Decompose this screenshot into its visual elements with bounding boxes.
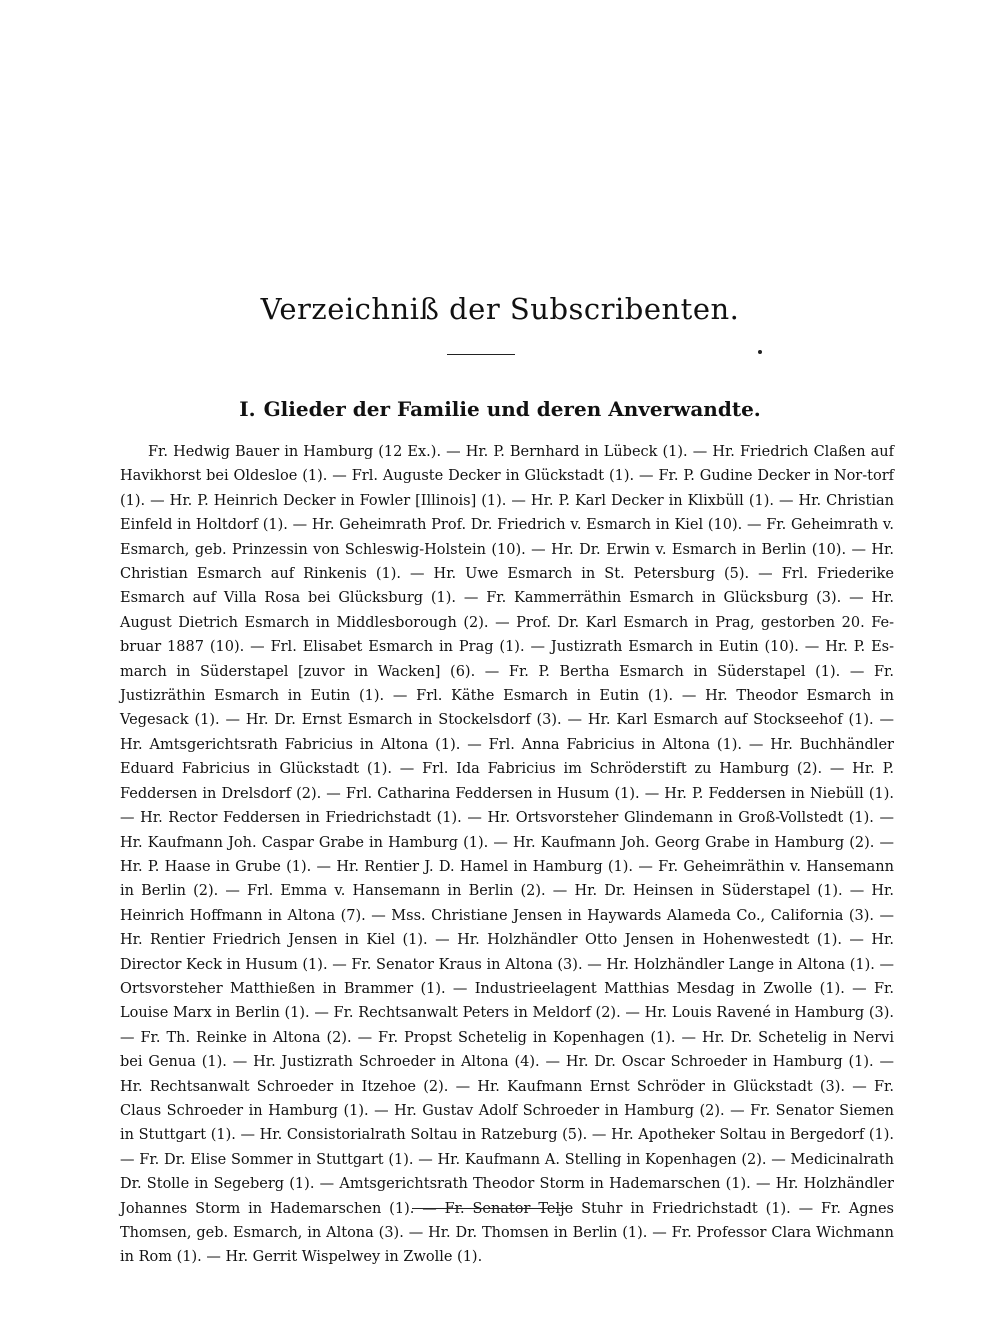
section-heading (0, 397, 1000, 421)
title-divider (447, 354, 515, 355)
section-heading-text: Glieder der Familie und deren Anverwandte. (263, 397, 761, 421)
closing-divider (412, 1208, 566, 1209)
subscriber-list: Fr. Hedwig Bauer in Hamburg (12 Ex.). — Hr. P. Bernhard in Lübeck (1). — Hr. Friedrich Claßen auf Havikhorst bei Oldesloe (1). — Frl. Auguste Decker in Glückstadt (1). — Fr. P. Gudine Decker in Nor-torf (1). — Hr. P. Heinrich Decker in Fowler [Illinois] (1). — Hr. P. Karl Decker in Klixbüll (1). — Hr. Christian Einfeld in Holtdorf (1). — Hr. Geheimrath Prof. Dr. Friedrich v. Esmarch in Kiel (10). — Fr. Geheimrath v. Esmarch, geb. Prinzessin von Schleswig-Holstein (10). — Hr. Dr. Erwin v. Esmarch in Berlin (10). — Hr. Christian Esmarch auf Rinkenis (1). — Hr. Uwe Esmarch in St. Petersburg (5). — Frl. Friederike Esmarch auf Villa Rosa bei Glücksburg (1). — Fr. Kammerräthin Esmarch in Glücksburg (3). — Hr. August Dietrich Esmarch in Middlesborough (2). — Prof. Dr. Karl Esmarch in Prag, gestorben 20. Fe-bruar 1887 (10). — Frl. Elisabet Esmarch in Prag (1). — Justizrath Esmarch in Eutin (10). — Hr. P. Es-march in Süderstapel [zuvor in Wacken] (6). — Fr. P. Bertha Esmarch in Süderstapel (1). — Fr. Justizräthin Esmarch in Eutin (1). — Frl. Käthe Esmarch in Eutin (1). — Hr. Theodor Esmarch in Vegesack (1). — Hr. Dr. Ernst Esmarch in Stockelsdorf (3). — Hr. Karl Esmarch auf Stockseehof (1). — Hr. Amtsgerichtsrath Fabricius in Altona (1). — Frl. Anna Fabricius in Altona (1). — Hr. Buchhändler Eduard Fabricius in Glückstadt (1). — Frl. Ida Fabricius im Schröderstift zu Hamburg (2). — Hr. P. Feddersen in Drelsdorf (2). — Frl. Catharina Feddersen in Husum (1). — Hr. P. Feddersen in Niebüll (1). — Hr. Rector Feddersen in Friedrichstadt (1). — Hr. Ortsvorsteher Glindemann in Groß-Vollstedt (1). — Hr. Kaufmann Joh. Caspar Grabe in Hamburg (1). — Hr. Kaufmann Joh. Georg Grabe in Hamburg (2). — Hr. P. Haase in Grube (1). — Hr. Rentier J. D. Hamel in Hamburg (1). — Fr. Geheimräthin v. Hansemann in Berlin (2). — Frl. Emma v. Hansemann in Berlin (2). — Hr. Dr. Heinsen in Süderstapel (1). — Hr. Heinrich Hoffmann in Altona (7). — Mss. Christiane Jensen in Haywards Alameda Co., California (3). — Hr. Rentier Friedrich Jensen in Kiel (1). — Hr. Holzhändler Otto Jensen in Hohenwestedt (1). — Hr. Director Keck in Husum (1). — Fr. Senator Kraus in Altona (3). — Hr. Holzhändler Lange in Altona (1). — Ortsvorsteher Matthießen in Brammer (1). — Industrieelagent Matthias Mesdag in Zwolle (1). — Fr. Louise Marx in Berlin (1). — Fr. Rechtsanwalt Peters in Meldorf (2). — Hr. Louis Ravené in Hamburg (3). — Fr. Th. Reinke in Altona (2). — Fr. Propst Schetelig in Kopenhagen (1). — Hr. Dr. Schetelig in Nervi bei Genua (1). — Hr. Justizrath Schroeder in Altona (4). — Hr. Dr. Oscar Schroeder in Hamburg (1). — Hr. Rechtsanwalt Schroeder in Itzehoe (2). — Hr. Kaufmann Ernst Schröder in Glückstadt (3). — Fr. Claus Schroeder in Hamburg (1). — Hr. Gustav Adolf Schroeder in Hamburg (2). — Fr. Senator Siemen in Stuttgart (1). — Hr. Consistorialrath Soltau in Ratzeburg (5). — Hr. Apotheker Soltau in Bergedorf (1). — Fr. Dr. Elise Sommer in Stuttgart (1). — Hr. Kaufmann A. Stelling in Kopenhagen (2). — Medicinalrath Dr. Stolle in Segeberg (1). — Amtsgerichtsrath Theodor Storm in Hademarschen (1). — Hr. Holzhändler Johannes Storm in Hademarschen (1). — Fr. Senator Telje Stuhr in Friedrichstadt (1). — Fr. Agnes Thomsen, geb. Esmarch, in Altona (3). — Hr. Dr. Thomsen in Berlin (1). — Fr. Professor Clara Wichmann in Rom (1). — Hr. Gerrit Wispelwey in Zwolle (1). (120, 444, 894, 1266)
page-title: Verzeichniß der Subscribenten. (260, 292, 740, 326)
ink-speck (758, 350, 762, 354)
section-number: I. (239, 397, 256, 421)
